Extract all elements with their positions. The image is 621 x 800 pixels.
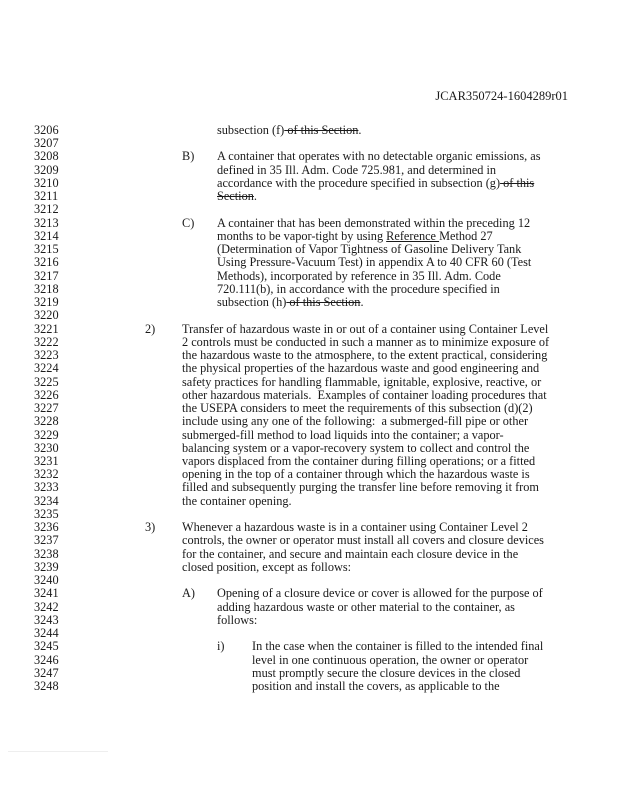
deleted-text: of this Section: [284, 123, 359, 137]
line-number: 3232: [34, 467, 59, 482]
document-line: [0, 230, 621, 243]
text-segment: closed position, except as follows:: [182, 559, 352, 574]
footer-rule: [8, 751, 108, 752]
line-number: 3241: [34, 586, 59, 601]
line-text: [252, 654, 528, 667]
list-label: 3): [145, 520, 156, 535]
text-segment: .: [360, 295, 364, 310]
line-text: [252, 667, 520, 680]
line-number: 3229: [34, 427, 59, 442]
text-segment: must promptly secure the closure devices in the closed: [252, 665, 521, 680]
document-line: [0, 283, 621, 296]
inserted-text: Reference: [386, 228, 440, 243]
line-number: 3227: [34, 401, 59, 416]
text-segment: (Determination of Vapor Tightness of Gasoline Delivery Tank: [217, 242, 522, 257]
document-line: [0, 203, 621, 216]
line-number: 3246: [34, 652, 59, 667]
line-number: 3240: [34, 573, 59, 588]
list-label: 2): [145, 321, 156, 336]
line-text: [217, 243, 521, 256]
document-line: [0, 415, 621, 428]
document-line: [0, 362, 621, 375]
document-line: [0, 376, 621, 389]
document-line: [0, 217, 621, 230]
document-line: [0, 296, 621, 309]
line-number: 3221: [34, 321, 59, 336]
list-label: C): [182, 215, 195, 230]
text-segment: subsection (f): [217, 123, 285, 137]
line-text: [182, 468, 530, 481]
text-segment: the USEPA considers to meet the requirements of this subsection (d)(2): [182, 401, 533, 416]
line-text: [182, 495, 292, 508]
line-text: [217, 190, 257, 203]
document-line: [0, 124, 621, 137]
text-segment: A container that has been demonstrated within the preceding 12: [217, 215, 531, 230]
line-number: 3244: [34, 626, 59, 641]
text-segment: months to be vapor-tight by using: [217, 228, 387, 243]
line-text: [217, 296, 364, 309]
line-number: 3225: [34, 374, 59, 389]
document-line: [0, 442, 621, 455]
line-text: [182, 323, 548, 336]
line-text: [182, 376, 541, 389]
text-segment: safety practices for handling flammable, ignitable, explosive, reactive, or: [182, 374, 542, 389]
text-segment: vapors displaced from the container during filling operations; or a fitted: [182, 454, 536, 468]
line-number: 3239: [34, 559, 59, 574]
deleted-text: Section: [217, 189, 254, 204]
line-text: [217, 164, 496, 177]
line-number: 3210: [34, 175, 59, 190]
text-segment: position and install the covers, as applicable to the: [252, 679, 500, 694]
text-segment: Transfer of hazardous waste in or out of a container using Container Level: [182, 321, 549, 336]
document-line: [0, 627, 621, 640]
document-line: [0, 548, 621, 561]
line-text: [182, 521, 528, 534]
text-segment: adding hazardous waste or other material to the container, as: [217, 599, 515, 614]
text-segment: balancing system or a vapor-recovery system to collect and control the: [182, 440, 530, 455]
document-line: [0, 521, 621, 534]
document-line: [0, 534, 621, 547]
text-segment: A container that operates with no detectable organic emissions, as: [217, 149, 541, 164]
line-number: 3224: [34, 361, 59, 376]
line-number: 3230: [34, 440, 59, 455]
document-line: [0, 455, 621, 468]
document-line: [0, 177, 621, 190]
line-number: 3209: [34, 162, 59, 177]
document-line: [0, 614, 621, 627]
list-label: B): [182, 149, 195, 164]
line-number: 3233: [34, 480, 59, 495]
text-segment: subsection (h): [217, 295, 287, 310]
text-segment: for the container, and secure and maintain each closure device in the: [182, 546, 519, 561]
line-text: [182, 561, 351, 574]
line-text: [182, 534, 544, 547]
document-id-header: JCAR350724-1604289r01: [435, 89, 568, 103]
line-text: [182, 402, 533, 415]
line-text: [252, 640, 543, 653]
text-segment: the container opening.: [182, 493, 292, 508]
line-number: 3218: [34, 281, 59, 296]
line-number: 3206: [34, 123, 59, 137]
line-text: [217, 601, 515, 614]
document-line: [0, 495, 621, 508]
text-segment: defined in 35 Ill. Adm. Code 725.981, and determined in: [217, 162, 497, 177]
line-number: 3247: [34, 665, 59, 680]
document-line: [0, 481, 621, 494]
text-segment: other hazardous materials. Examples of container loading procedures that: [182, 387, 547, 402]
document-line: [0, 667, 621, 680]
line-text: [217, 124, 361, 137]
line-number: 3238: [34, 546, 59, 561]
line-number: 3217: [34, 268, 59, 283]
text-segment: level in one continuous operation, the owner or operator: [252, 652, 529, 667]
line-text: [182, 481, 539, 494]
line-number: 3226: [34, 387, 59, 402]
line-number: 3248: [34, 679, 59, 694]
line-number: 3245: [34, 639, 59, 654]
document-line: [0, 190, 621, 203]
text-segment: .: [358, 123, 362, 137]
document-line: [0, 243, 621, 256]
line-text: [182, 442, 529, 455]
document-line: [0, 389, 621, 402]
line-number: 3220: [34, 308, 59, 323]
document-line: [0, 680, 621, 693]
line-text: [217, 283, 500, 296]
document-line: [0, 256, 621, 269]
line-number: 3216: [34, 255, 59, 270]
text-segment: follows:: [217, 612, 258, 627]
line-number: 3236: [34, 520, 59, 535]
line-text: [182, 455, 535, 468]
document-line: [0, 468, 621, 481]
line-text: [182, 336, 549, 349]
text-segment: the physical properties of the hazardous waste and good engineering and: [182, 361, 540, 376]
line-text: [217, 256, 531, 269]
line-text: [182, 389, 547, 402]
document-line: [0, 561, 621, 574]
line-number: 3222: [34, 334, 59, 349]
line-number: 3243: [34, 612, 59, 627]
text-segment: filled and subsequently purging the transfer line before removing it from: [182, 480, 539, 495]
line-text: [217, 150, 541, 163]
line-number: 3228: [34, 414, 59, 429]
line-number: 3237: [34, 533, 59, 548]
document-line: [0, 508, 621, 521]
line-text: [217, 587, 543, 600]
text-segment: .: [253, 189, 257, 204]
line-number: 3215: [34, 242, 59, 257]
text-segment: Opening of a closure device or cover is allowed for the purpose of: [217, 586, 543, 601]
document-line: [0, 164, 621, 177]
document-line: [0, 336, 621, 349]
text-segment: the hazardous waste to the atmosphere, to the extent practical, considering: [182, 348, 548, 363]
line-number: 3231: [34, 454, 59, 468]
deleted-text: of this Section: [286, 295, 361, 310]
document-line: [0, 587, 621, 600]
line-text: [182, 415, 528, 428]
line-text: [182, 362, 539, 375]
document-line: [0, 323, 621, 336]
document-line: [0, 654, 621, 667]
document-line: [0, 574, 621, 587]
document-line: [0, 402, 621, 415]
line-text: [217, 177, 534, 190]
text-segment: Methods), incorporated by reference in 35 Ill. Adm. Code: [217, 268, 501, 283]
text-segment: controls, the owner or operator must install all covers and closure devices: [182, 533, 544, 548]
text-segment: accordance with the procedure specified in subsection (g): [217, 175, 501, 190]
line-text: [182, 349, 547, 362]
line-number: 3212: [34, 202, 59, 217]
list-label: A): [182, 586, 195, 601]
line-number: 3234: [34, 493, 59, 508]
line-text: [182, 548, 518, 561]
document-line: [0, 601, 621, 614]
deleted-text: of this: [500, 175, 535, 190]
document-line: [0, 137, 621, 150]
document-line: [0, 150, 621, 163]
line-number: 3235: [34, 506, 59, 521]
line-number: 3223: [34, 348, 59, 363]
document-line: [0, 349, 621, 362]
line-text: [217, 614, 257, 627]
text-segment: In the case when the container is filled to the intended final: [252, 639, 544, 654]
line-text: [252, 680, 500, 693]
text-segment: Whenever a hazardous waste is in a container using Container Level 2: [182, 520, 528, 535]
text-segment: Method 27: [439, 228, 493, 243]
line-number: 3242: [34, 599, 59, 614]
line-number: 3207: [34, 136, 59, 151]
list-label: i): [217, 639, 225, 654]
line-number: 3211: [34, 189, 59, 204]
line-number: 3219: [34, 295, 59, 310]
text-segment: opening in the top of a container through which the hazardous waste is: [182, 467, 530, 482]
line-text: [217, 270, 501, 283]
line-text: [217, 230, 493, 243]
document-line: [0, 429, 621, 442]
line-number: 3208: [34, 149, 59, 164]
text-segment: 720.111(b), in accordance with the procedure specified in: [217, 281, 500, 296]
document-line: [0, 270, 621, 283]
line-number: 3213: [34, 215, 59, 230]
text-segment: submerged-fill method to load liquids into the container; a vapor-: [182, 427, 504, 442]
line-number: 3214: [34, 228, 59, 243]
text-segment: 2 controls must be conducted in such a manner as to minimize exposure of: [182, 334, 550, 349]
document-line: [0, 309, 621, 322]
document-line: [0, 640, 621, 653]
text-segment: include using any one of the following: a submerged-fill pipe or other: [182, 414, 529, 429]
text-segment: Using Pressure-Vacuum Test) in appendix A to 40 CFR 60 (Test: [217, 255, 532, 270]
line-text: [217, 217, 530, 230]
line-text: [182, 429, 504, 442]
